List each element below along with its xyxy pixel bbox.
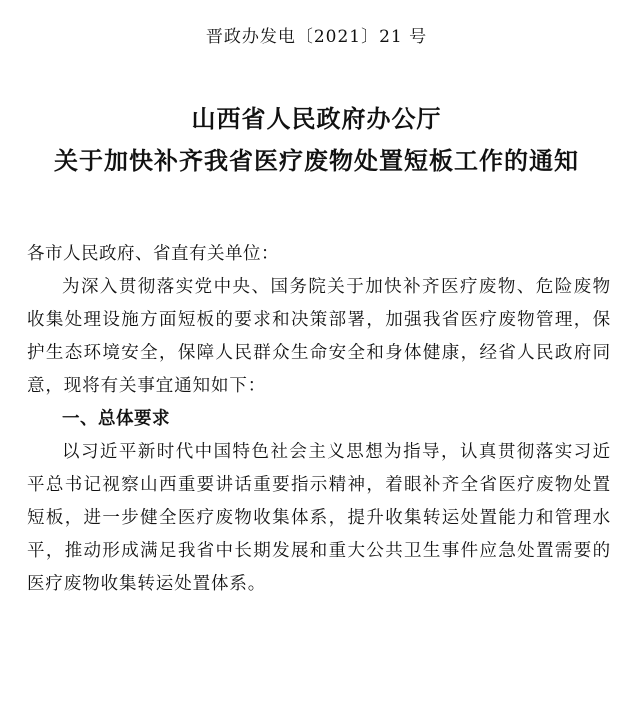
document-title-subject: 关于加快补齐我省医疗废物处置短板工作的通知 bbox=[54, 147, 579, 175]
document-body bbox=[27, 238, 611, 601]
section-paragraph: 以习近平新时代中国特色社会主义思想为指导，认真贯彻落实习近平总书记视察山西重要讲话重要指示精神，着眼补齐全省医疗废物处置短板，进一步健全医疗废物收集体系，提升收集转运处置能力和管理水平，推动形成满足我省中长期发展和重大公共卫生事件应急处置需要的医疗废物收集转运处置体系。 bbox=[27, 442, 611, 594]
document-title-issuer: 山西省人民政府办公厅 bbox=[191, 105, 442, 133]
document-number: 晋政办发电〔2021〕21 号 bbox=[205, 27, 428, 47]
intro-paragraph: 为深入贯彻落实党中央、国务院关于加快补齐医疗废物、危险废物收集处理设施方面短板的要求和决策部署，加强我省医疗废物管理，保护生态环境安全，保障人民群众生命安全和身体健康，经省人民政府同意，现将有关事宜通知如下： bbox=[27, 277, 611, 396]
section-heading: 一、总体要求 bbox=[62, 409, 170, 429]
salutation: 各市人民政府、省直有关单位： bbox=[27, 244, 279, 264]
